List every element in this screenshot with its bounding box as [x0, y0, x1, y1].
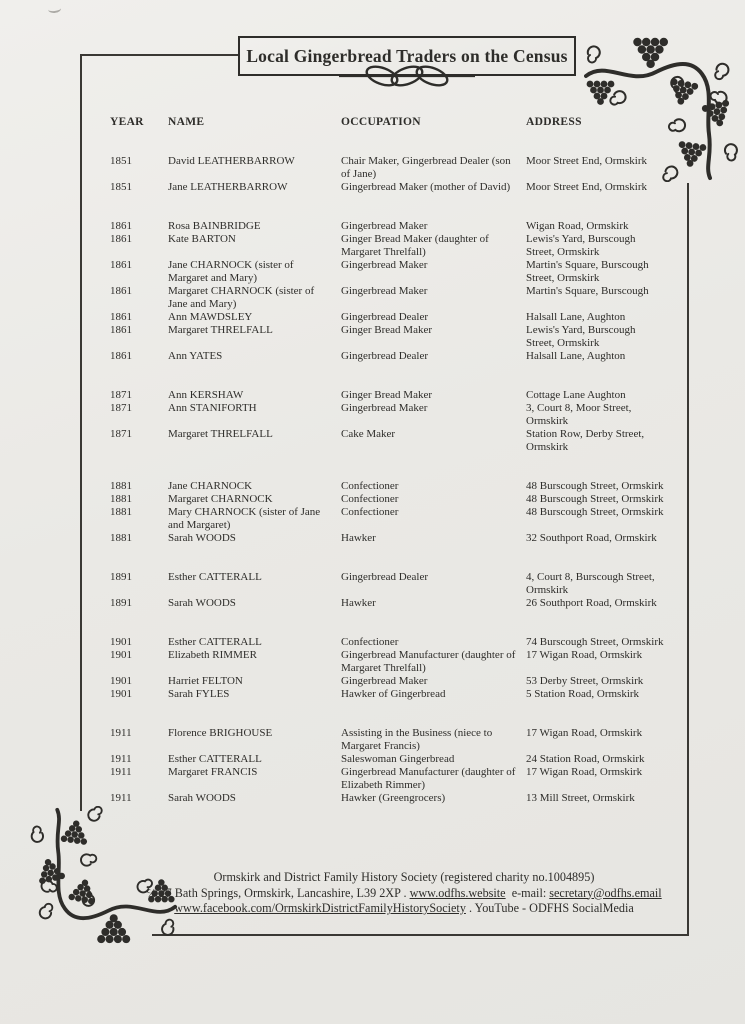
cell-occupation: Gingerbread Maker — [341, 285, 428, 297]
cell-year: 1901 — [110, 636, 132, 648]
cell-occupation: Gingerbread Maker — [341, 259, 428, 271]
website-url: www.odfhs.website — [409, 885, 506, 900]
cell-address: Lewis's Yard, Burscough Street, Ormskirk — [526, 233, 636, 258]
footer-postal-address: ℅ 27 Bath Springs, Ormskirk, Lancashire, L39 2XP . — [146, 885, 410, 900]
table-row — [110, 571, 666, 597]
cell-year: 1871 — [110, 389, 132, 401]
cell-name: Sarah WOODS — [168, 597, 236, 609]
cell-year: 1861 — [110, 350, 132, 362]
cell-name: Harriet FELTON — [168, 675, 243, 687]
census-year-group — [110, 220, 666, 363]
frame-line-right — [687, 183, 689, 936]
cell-name: Margaret THRELFALL — [168, 428, 273, 440]
cell-year: 1861 — [110, 324, 132, 336]
cell-address: Station Row, Derby Street, Ormskirk — [526, 428, 645, 453]
cell-name: Margaret CHARNOCK (sister of Jane and Mary) — [168, 285, 315, 310]
cell-address: Moor Street End, Ormskirk — [526, 155, 647, 167]
census-year-group — [110, 389, 666, 454]
cell-name: Margaret FRANCIS — [168, 766, 258, 778]
cell-occupation: Hawker of Gingerbread — [341, 688, 446, 700]
table-row — [110, 311, 666, 324]
cell-occupation: Confectioner — [341, 636, 399, 648]
cell-year: 1901 — [110, 688, 132, 700]
cell-address: 53 Derby Street, Ormskirk — [526, 675, 644, 687]
cell-year: 1891 — [110, 597, 132, 609]
footer — [88, 870, 720, 917]
cell-name: Esther CATTERALL — [168, 571, 262, 583]
table-header-row — [110, 116, 666, 129]
cell-year: 1891 — [110, 571, 132, 583]
cell-occupation: Ginger Bread Maker — [341, 324, 433, 336]
table-row — [110, 233, 666, 259]
cell-occupation: Gingerbread Dealer — [341, 311, 429, 323]
cell-address: Halsall Lane, Aughton — [526, 311, 626, 323]
table-row — [110, 753, 666, 766]
cell-year: 1881 — [110, 532, 132, 544]
cell-year: 1871 — [110, 402, 132, 414]
cell-address: 48 Burscough Street, Ormskirk — [526, 480, 664, 492]
cell-year: 1881 — [110, 480, 132, 492]
cell-address: 48 Burscough Street, Ormskirk — [526, 493, 664, 505]
cell-address: 74 Burscough Street, Ormskirk — [526, 636, 664, 648]
cell-occupation: Assisting in the Business (niece to Margaret Francis) — [341, 727, 493, 752]
column-header-name: NAME — [168, 116, 205, 128]
table-row — [110, 324, 666, 350]
table-row — [110, 675, 666, 688]
scan-artifact — [48, 4, 62, 13]
email-address: secretary@odfhs.email — [549, 885, 662, 900]
census-table — [110, 116, 666, 805]
cell-year: 1911 — [110, 792, 132, 804]
cell-address: Cottage Lane Aughton — [526, 389, 626, 401]
cell-year: 1881 — [110, 506, 132, 518]
cell-address: 17 Wigan Road, Ormskirk — [526, 766, 643, 778]
table-row — [110, 155, 666, 181]
table-row — [110, 532, 666, 545]
cell-address: Lewis's Yard, Burscough Street, Ormskirk — [526, 324, 636, 349]
cell-occupation: Ginger Bread Maker (daughter of Margaret Threlfall) — [341, 233, 489, 258]
frame-line-bottom — [152, 934, 689, 936]
cell-occupation: Saleswoman Gingerbread — [341, 753, 455, 765]
cell-name: Esther CATTERALL — [168, 753, 262, 765]
cell-occupation: Gingerbread Maker — [341, 220, 428, 232]
cell-name: Sarah WOODS — [168, 532, 236, 544]
cell-year: 1851 — [110, 155, 132, 167]
footer-contact-line — [88, 886, 720, 902]
cell-occupation: Confectioner — [341, 480, 399, 492]
cell-occupation: Ginger Bread Maker — [341, 389, 433, 401]
table-row — [110, 636, 666, 649]
cell-address: 5 Station Road, Ormskirk — [526, 688, 640, 700]
cell-name: Sarah WOODS — [168, 792, 236, 804]
table-row — [110, 285, 666, 311]
cell-year: 1871 — [110, 428, 132, 440]
footer-email-label: e-mail: — [505, 885, 550, 900]
cell-occupation: Cake Maker — [341, 428, 396, 440]
cell-name: Rosa BAINBRIDGE — [168, 220, 261, 232]
cell-year: 1851 — [110, 181, 132, 193]
cell-address: Halsall Lane, Aughton — [526, 350, 626, 362]
cell-address: Moor Street End, Ormskirk — [526, 181, 647, 193]
table-row — [110, 727, 666, 753]
table-row — [110, 480, 666, 493]
column-header-address: ADDRESS — [526, 116, 582, 128]
table-row — [110, 597, 666, 610]
cell-name: Esther CATTERALL — [168, 636, 262, 648]
frame-line-top — [80, 54, 240, 56]
cell-name: Florence BRIGHOUSE — [168, 727, 273, 739]
cell-name: Sarah FYLES — [168, 688, 230, 700]
cell-year: 1901 — [110, 649, 132, 661]
cell-name: Jane CHARNOCK (sister of Margaret and Mary) — [168, 259, 294, 284]
knot-divider-ornament — [337, 62, 477, 90]
cell-occupation: Confectioner — [341, 506, 399, 518]
census-year-group — [110, 480, 666, 545]
cell-name: Jane CHARNOCK — [168, 480, 253, 492]
footer-social-line — [88, 901, 720, 917]
census-year-group — [110, 636, 666, 701]
cell-year: 1911 — [110, 727, 132, 739]
cell-name: Elizabeth RIMMER — [168, 649, 257, 661]
cell-year: 1901 — [110, 675, 132, 687]
cell-occupation: Hawker — [341, 532, 376, 544]
cell-name: Ann MAWDSLEY — [168, 311, 253, 323]
column-header-occupation: OCCUPATION — [341, 116, 421, 128]
cell-address: 32 Southport Road, Ormskirk — [526, 532, 657, 544]
table-row — [110, 766, 666, 792]
census-year-group — [110, 155, 666, 194]
frame-line-left — [80, 54, 82, 811]
cell-occupation: Gingerbread Manufacturer (daughter of Margaret Threlfall) — [341, 649, 516, 674]
cell-occupation: Confectioner — [341, 493, 399, 505]
cell-year: 1861 — [110, 285, 132, 297]
cell-address: Martin's Square, Burscough Street, Ormskirk — [526, 259, 649, 284]
cell-year: 1881 — [110, 493, 132, 505]
table-row — [110, 402, 666, 428]
cell-name: Margaret CHARNOCK — [168, 493, 273, 505]
table-row — [110, 688, 666, 701]
cell-occupation: Chair Maker, Gingerbread Dealer (son of Jane) — [341, 155, 511, 180]
cell-address: 48 Burscough Street, Ormskirk — [526, 506, 664, 518]
table-row — [110, 181, 666, 194]
cell-name: Ann YATES — [168, 350, 223, 362]
footer-society-line: Ormskirk and District Family History Society (registered charity no.1004895) — [213, 870, 595, 884]
cell-occupation: Hawker (Greengrocers) — [341, 792, 446, 804]
cell-year: 1861 — [110, 259, 132, 271]
cell-occupation: Gingerbread Maker — [341, 675, 428, 687]
cell-occupation: Gingerbread Maker (mother of David) — [341, 181, 511, 193]
cell-name: David LEATHERBARROW — [168, 155, 295, 167]
cell-name: Kate BARTON — [168, 233, 236, 245]
cell-address: 17 Wigan Road, Ormskirk — [526, 727, 643, 739]
census-year-group — [110, 571, 666, 610]
cell-address: 24 Station Road, Ormskirk — [526, 753, 645, 765]
table-row — [110, 506, 666, 532]
table-row — [110, 350, 666, 363]
cell-occupation: Gingerbread Manufacturer (daughter of Elizabeth Rimmer) — [341, 766, 516, 791]
cell-address: Martin's Square, Burscough — [526, 285, 649, 297]
facebook-url: www.facebook.com/OrmskirkDistrictFamilyHistorySociety — [174, 901, 466, 915]
cell-year: 1911 — [110, 753, 132, 765]
cell-year: 1861 — [110, 220, 132, 232]
cell-address: Wigan Road, Ormskirk — [526, 220, 629, 232]
cell-year: 1911 — [110, 766, 132, 778]
cell-address: 4, Court 8, Burscough Street, Ormskirk — [526, 571, 655, 596]
cell-occupation: Hawker — [341, 597, 376, 609]
cell-name: Ann STANIFORTH — [168, 402, 257, 414]
column-header-year: YEAR — [110, 116, 144, 128]
table-row — [110, 428, 666, 454]
table-row — [110, 649, 666, 675]
cell-name: Jane LEATHERBARROW — [168, 181, 288, 193]
table-row — [110, 493, 666, 506]
cell-occupation: Gingerbread Dealer — [341, 571, 429, 583]
cell-address: 3, Court 8, Moor Street, Ormskirk — [526, 402, 632, 427]
cell-occupation: Gingerbread Dealer — [341, 350, 429, 362]
cell-address: 13 Mill Street, Ormskirk — [526, 792, 635, 804]
youtube-label: . YouTube - ODFHS SocialMedia — [465, 901, 634, 915]
page-title: Local Gingerbread Traders on the Census — [246, 45, 568, 66]
table-row — [110, 389, 666, 402]
cell-address: 26 Southport Road, Ormskirk — [526, 597, 657, 609]
cell-year: 1861 — [110, 233, 132, 245]
table-row — [110, 220, 666, 233]
census-year-group — [110, 727, 666, 805]
cell-occupation: Gingerbread Maker — [341, 402, 428, 414]
cell-name: Margaret THRELFALL — [168, 324, 273, 336]
cell-address: 17 Wigan Road, Ormskirk — [526, 649, 643, 661]
cell-name: Ann KERSHAW — [168, 389, 244, 401]
cell-name: Mary CHARNOCK (sister of Jane and Margaret) — [168, 506, 321, 531]
table-row — [110, 259, 666, 285]
cell-year: 1861 — [110, 311, 132, 323]
table-row — [110, 792, 666, 805]
